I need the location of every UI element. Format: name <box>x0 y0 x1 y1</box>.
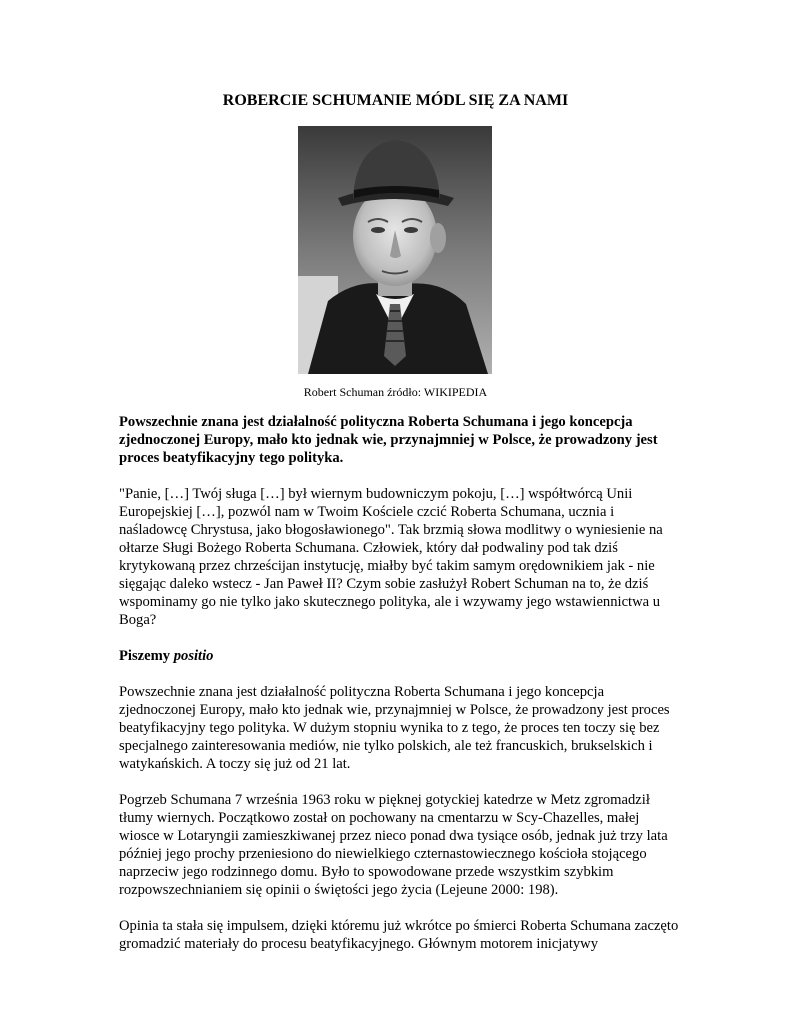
body-paragraph: Opinia ta stała się impulsem, dzięki któremu już wkrótce po śmierci Roberta Schumana zaczęto gromadzić materiały do procesu beatyfikacyjnego. Głównym motorem inicjatywy <box>119 918 679 952</box>
article-title: ROBERCIE SCHUMANIE MÓDL SIĘ ZA NAMI <box>222 92 569 109</box>
section-heading-italic: positio <box>173 648 214 664</box>
quote-paragraph: "Panie, […] Twój sługa […] był wiernym budowniczym pokoju, […] współtwórcą Unii Europejskiej […], pozwól nam w Twoim Kościele czcić Roberta Schumana, ucznia i naśladowcę Chrystusa, jako błogosławionego". Tak brzmią słowa modlitwy o wyniesienie na ołtarze Sługi Bożego Roberta Schumana. Człowiek, który dał podwaliny pod tak dziś krytykowaną przez chrześcijan instytucję, miałby być takim samym orędownikiem jak - nie sięgając daleko wstecz - Jan Paweł II? Czym sobie zasłużył Robert Schuman na to, że dziś wspominamy go nie tylko jako skutecznego polityka, ale i wzywamy jego wstawiennictwa u Boga? <box>119 486 663 628</box>
body-paragraph: Powszechnie znana jest działalność polityczna Roberta Schumana i jego koncepcja zjednoczonej Europy, mało kto jednak wie, przynajmniej w Polsce, że prowadzony jest proces beatyfikacyjny tego polityka. W dużym stopniu wynika to z tego, że proces ten toczy się bez specjalnego zainteresowania mediów, nie tylko polskich, ale też francuskich, brukselskich i watykańskich. A toczy się już od 21 lat. <box>119 684 670 772</box>
portrait-photo <box>298 126 492 374</box>
photo-caption: Robert Schuman źródło: WIKIPEDIA <box>303 385 488 399</box>
section-heading-prefix: Piszemy <box>119 648 171 664</box>
body-paragraph: Pogrzeb Schumana 7 września 1963 roku w pięknej gotyckiej katedrze w Metz zgromadził tłumy wiernych. Początkowo został on pochowany na cmentarzu w Scy-Chazelles, małej wiosce w Lotaryngii zamieszkiwanej przez nieco ponad dwa tysiące osób, jednak już trzy lata później jego prochy przeniesiono do niewielkiego czternastowiecznego kościoła stojącego naprzeciw jego rodzinnego domu. Było to spowodowane przede wszystkim szybkim rozpowszechnianiem się opinii o świętości jego życia (Lejeune 2000: 198). <box>119 792 668 898</box>
article-body <box>119 413 679 971</box>
lead-paragraph: Powszechnie znana jest działalność polityczna Roberta Schumana i jego koncepcja zjednoczonej Europy, mało kto jednak wie, przynajmniej w Polsce, że prowadzony jest proces beatyfikacyjny tego polityka. <box>119 414 658 466</box>
section-heading <box>119 647 679 665</box>
